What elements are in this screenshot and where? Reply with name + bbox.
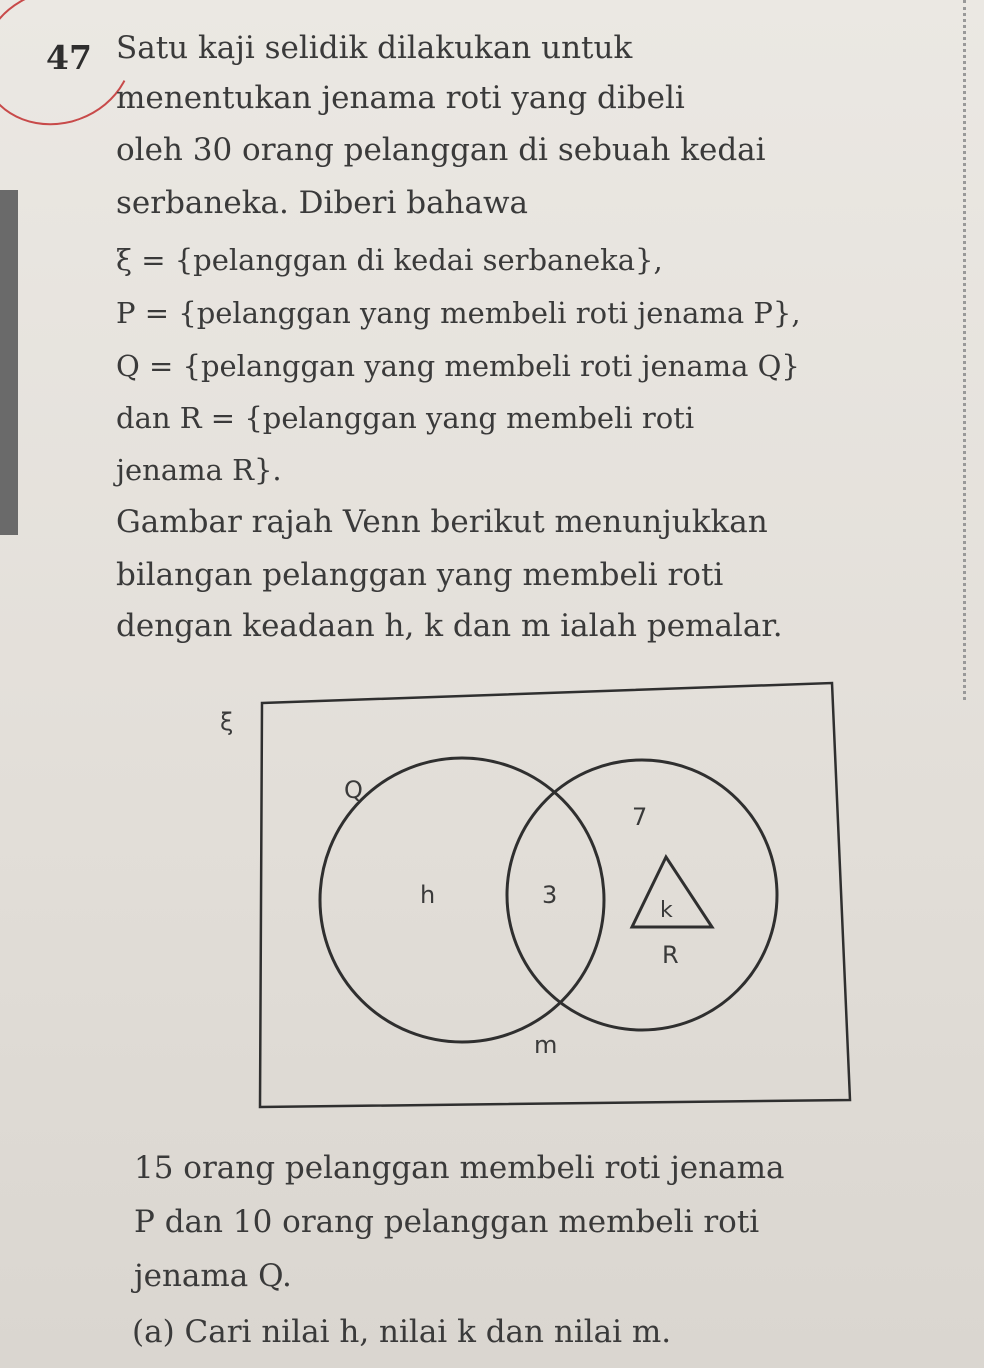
region-q-only-value: h [420, 881, 436, 909]
set-r-line-1: dan R = {pelanggan yang membeli roti [116, 401, 695, 435]
universal-label: ξ [220, 708, 234, 736]
venn-diagram [182, 675, 862, 1115]
region-triangle-value: k [660, 898, 673, 923]
set-q-label: Q [344, 776, 363, 804]
venn-svg [182, 675, 862, 1115]
region-intersection-value: 3 [542, 881, 558, 909]
intro-line-3: oleh 30 orang pelanggan di sebuah kedai [116, 132, 766, 168]
intro-line-2: menentukan jenama roti yang dibeli [116, 80, 685, 116]
region-r-only-value: 7 [632, 803, 648, 831]
set-r-line-2: jenama R}. [116, 453, 282, 487]
given-line-2: P dan 10 orang pelanggan membeli roti [134, 1204, 760, 1240]
set-p: P = {pelanggan yang membeli roti jenama P}, [116, 296, 801, 330]
given-line-3: jenama Q. [134, 1258, 292, 1294]
left-binding-strip [0, 190, 18, 535]
set-r-label: R [662, 941, 679, 969]
description-line-2: bilangan pelanggan yang membeli roti [116, 557, 724, 593]
intro-line-4: serbaneka. Diberi bahawa [116, 185, 529, 221]
region-outside-value: m [534, 1031, 558, 1059]
question-number: 47 [46, 38, 92, 77]
set-universal: ξ = {pelanggan di kedai serbaneka}, [116, 243, 663, 277]
description-line-1: Gambar rajah Venn berikut menunjukkan [116, 504, 768, 540]
right-dotted-margin [963, 0, 966, 700]
part-a-question: (a) Cari nilai h, nilai k dan nilai m. [132, 1314, 672, 1350]
given-line-1: 15 orang pelanggan membeli roti jenama [134, 1150, 785, 1186]
intro-line-1: Satu kaji selidik dilakukan untuk [116, 30, 633, 66]
description-line-3: dengan keadaan h, k dan m ialah pemalar. [116, 608, 783, 644]
set-q: Q = {pelanggan yang membeli roti jenama Q} [116, 349, 800, 383]
